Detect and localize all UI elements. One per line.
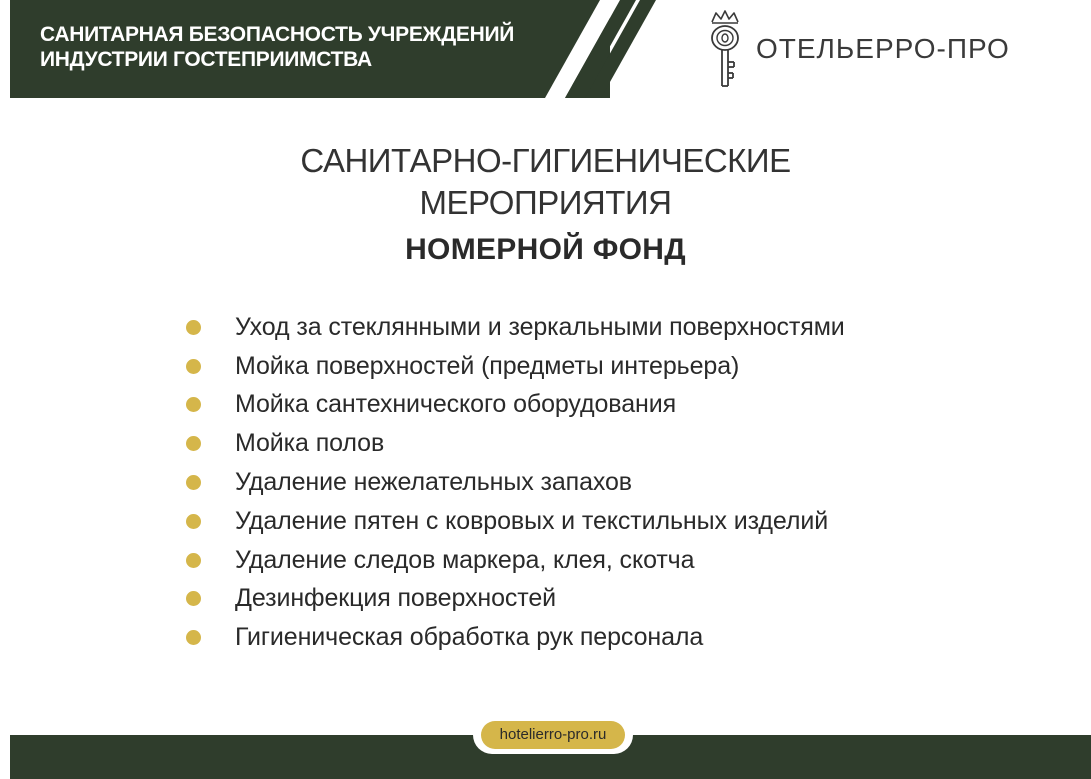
list-item-text: Удаление следов маркера, клея, скотча <box>235 545 695 574</box>
logo-text: ОТЕЛЬЕРРО-ПРО <box>756 33 1010 64</box>
page-title-line2: МЕРОПРИЯТИЯ <box>419 184 672 221</box>
page-title <box>0 140 1091 224</box>
logo <box>706 10 1010 88</box>
list-item <box>186 580 845 619</box>
list-item-text: Мойка сантехнического оборудования <box>235 390 677 419</box>
measures-list <box>186 308 845 657</box>
list-item <box>186 347 845 386</box>
list-item-text: Дезинфекция поверхностей <box>235 584 557 613</box>
list-item-text: Удаление пятен с ковровых и текстильных изделий <box>235 506 829 535</box>
list-item-text: Уход за стеклянными и зеркальными поверхностями <box>235 312 845 341</box>
list-item-text: Удаление нежелательных запахов <box>235 468 632 497</box>
bullet-dot-icon <box>186 320 201 335</box>
list-item-text: Мойка полов <box>235 429 385 458</box>
list-item <box>186 308 845 347</box>
bullet-dot-icon <box>186 553 201 568</box>
list-item <box>186 541 845 580</box>
key-crown-icon <box>706 10 744 88</box>
list-item <box>186 424 845 463</box>
bullet-dot-icon <box>186 397 201 412</box>
list-item-text: Мойка поверхностей (предметы интерьера) <box>235 351 740 380</box>
page-title-line1: САНИТАРНО-ГИГИЕНИЧЕСКИЕ <box>300 142 791 179</box>
bullet-dot-icon <box>186 630 201 645</box>
bullet-dot-icon <box>186 436 201 451</box>
bullet-dot-icon <box>186 475 201 490</box>
bullet-dot-icon <box>186 514 201 529</box>
list-item <box>186 386 845 425</box>
header-title-line1: САНИТАРНАЯ БЕЗОПАСНОСТЬ УЧРЕЖДЕНИЙ <box>40 23 515 46</box>
list-item <box>186 618 845 657</box>
header-title-line2: ИНДУСТРИИ ГОСТЕПРИИМСТВА <box>40 48 372 71</box>
footer-url-link[interactable]: hotelierro-pro.ru <box>481 721 625 749</box>
bullet-dot-icon <box>186 359 201 374</box>
page-subtitle: НОМЕРНОЙ ФОНД <box>405 233 686 266</box>
list-item-text: Гигиеническая обработка рук персонала <box>235 623 704 652</box>
list-item <box>186 502 845 541</box>
header-title <box>40 22 514 72</box>
list-item <box>186 463 845 502</box>
bullet-dot-icon <box>186 591 201 606</box>
